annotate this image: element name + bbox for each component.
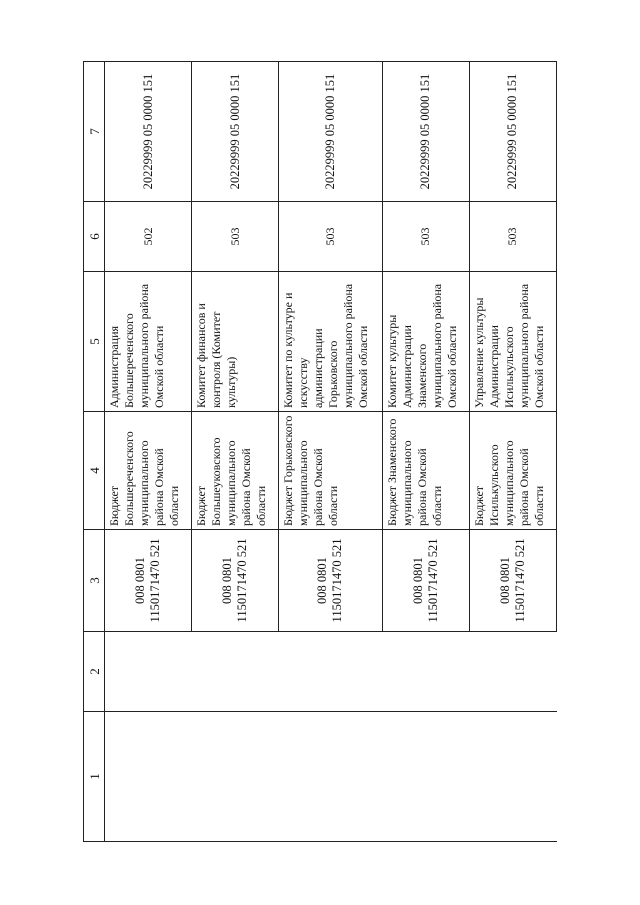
column-header-7: 7	[84, 62, 105, 202]
administrator-cell: Комитет по культуре и искусству администрации Горьковского муниципального района Омской области	[279, 272, 382, 412]
budget-name-cell: Бюджет Исилькульского муниципального района Омской области	[469, 412, 556, 530]
administrator-cell: Комитет культуры Администрации Знаменского муниципального района Омской области	[382, 272, 469, 412]
kbk-cell: 20229999 05 0000 151	[105, 62, 192, 202]
kbk-cell: 20229999 05 0000 151	[279, 62, 382, 202]
budget-code-cell: 008 0801 1150171470 521	[279, 530, 382, 632]
column-header-1: 1	[84, 712, 105, 842]
rotated-page	[83, 62, 557, 842]
column-header-2: 2	[84, 632, 105, 712]
budget-transfer-table	[83, 61, 557, 842]
budget-code-cell: 008 0801 1150171470 521	[105, 530, 192, 632]
number-cell: 502	[105, 202, 192, 272]
kbk-cell: 20229999 05 0000 151	[192, 62, 279, 202]
number-cell: 503	[382, 202, 469, 272]
header-row	[84, 62, 105, 842]
budget-name-cell: Бюджет Горьковского муниципального района Омской области	[279, 412, 382, 530]
budget-name-cell: Бюджет Знаменского муниципального района Омской области	[382, 412, 469, 530]
column-1-cell	[105, 712, 557, 842]
kbk-cell: 20229999 05 0000 151	[382, 62, 469, 202]
number-cell: 503	[192, 202, 279, 272]
kbk-cell: 20229999 05 0000 151	[469, 62, 556, 202]
administrator-cell: Управление культуры Администрации Исилькульского муниципального района Омской области	[469, 272, 556, 412]
number-cell: 503	[469, 202, 556, 272]
column-2-cell	[105, 632, 557, 712]
column-header-5: 5	[84, 272, 105, 412]
administrator-cell: Администрация Большереченского муниципального района Омской области	[105, 272, 192, 412]
budget-code-cell: 008 0801 1150171470 521	[192, 530, 279, 632]
budget-code-cell: 008 0801 1150171470 521	[469, 530, 556, 632]
administrator-cell: Комитет финансов и контроля (Комитет культуры)	[192, 272, 279, 412]
budget-name-cell: Бюджет Большереченского муниципального района Омской области	[105, 412, 192, 530]
budget-name-cell: Бюджет Большеуковского муниципального района Омской области	[192, 412, 279, 530]
column-header-4: 4	[84, 412, 105, 530]
column-header-3: 3	[84, 530, 105, 632]
column-header-6: 6	[84, 202, 105, 272]
budget-code-cell: 008 0801 1150171470 521	[382, 530, 469, 632]
table-row	[105, 62, 192, 842]
number-cell: 503	[279, 202, 382, 272]
